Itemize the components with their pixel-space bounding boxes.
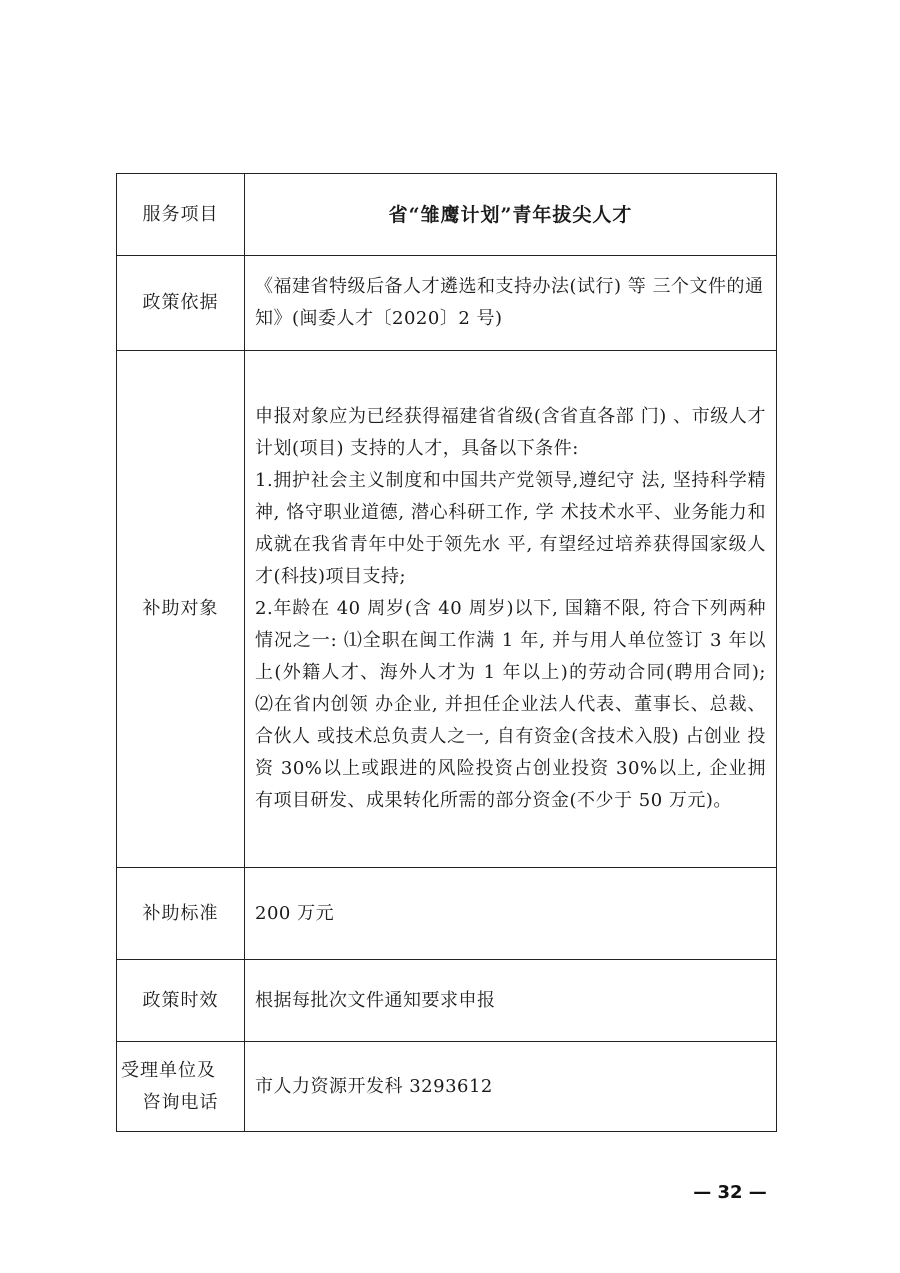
target-paragraph: 申报对象应为已经获得福建省省级(含省直各部 门) 、市级人才计划(项目) 支持的人才，具备以下条件:: [255, 406, 766, 459]
page-number: — 32 —: [693, 1182, 767, 1203]
contact-label: [117, 1042, 245, 1132]
basis-label: 政策依据: [117, 256, 245, 351]
service-label: 服务项目: [117, 174, 245, 256]
target-label: 补助对象: [117, 351, 245, 868]
standard-label: 补助标准: [117, 868, 245, 960]
standard-value: 200 万元: [245, 868, 777, 960]
contact-row: [117, 1042, 777, 1132]
service-row: [117, 174, 777, 256]
standard-row: [117, 868, 777, 960]
time-row: [117, 960, 777, 1042]
target-paragraph: 1.拥护社会主义制度和中国共产党领导,遵纪守 法, 坚持科学精神, 恪守职业道德, 潜心科研工作, 学 术技术水平、业务能力和成就在我省青年中处于领先水 平, 有望经过培养获得国家级人才(科技)项目支持;: [255, 470, 766, 587]
time-value: 根据每批次文件通知要求申报: [245, 960, 777, 1042]
contact-value: 市人力资源开发科 3293612: [245, 1042, 777, 1132]
target-value: [245, 351, 777, 868]
time-label: 政策时效: [117, 960, 245, 1042]
basis-value: 《福建省特级后备人才遴选和支持办法(试行) 等 三个文件的通知》(闽委人才〔2020〕2 号): [245, 256, 777, 351]
basis-row: [117, 256, 777, 351]
contact-label-line: 受理单位及: [121, 1059, 216, 1081]
service-value: 省“雏鹰计划”青年拔尖人才: [245, 174, 777, 256]
policy-table: [116, 173, 777, 1132]
contact-label-line: 咨询电话: [142, 1091, 219, 1113]
target-row: [117, 351, 777, 868]
target-paragraph: 2.年龄在 40 周岁(含 40 周岁)以下, 国籍不限, 符合下列两种情况之一: ⑴全职在闽工作满 1 年, 并与用人单位签订 3 年以上(外籍人才、海外人才为 1 年以上)的劳动合同(聘用合同); ⑵在省内创领 办企业, 并担任企业法人代表、董事长、总裁、合伙人 或技术总负责人之一, 自有资金(含技术入股) 占创业 投资 30%以上或跟进的风险投资占创业投资 30%以上, 企业拥有项目研发、成果转化所需的部分资金(不少于 50 万元)。: [255, 598, 766, 811]
